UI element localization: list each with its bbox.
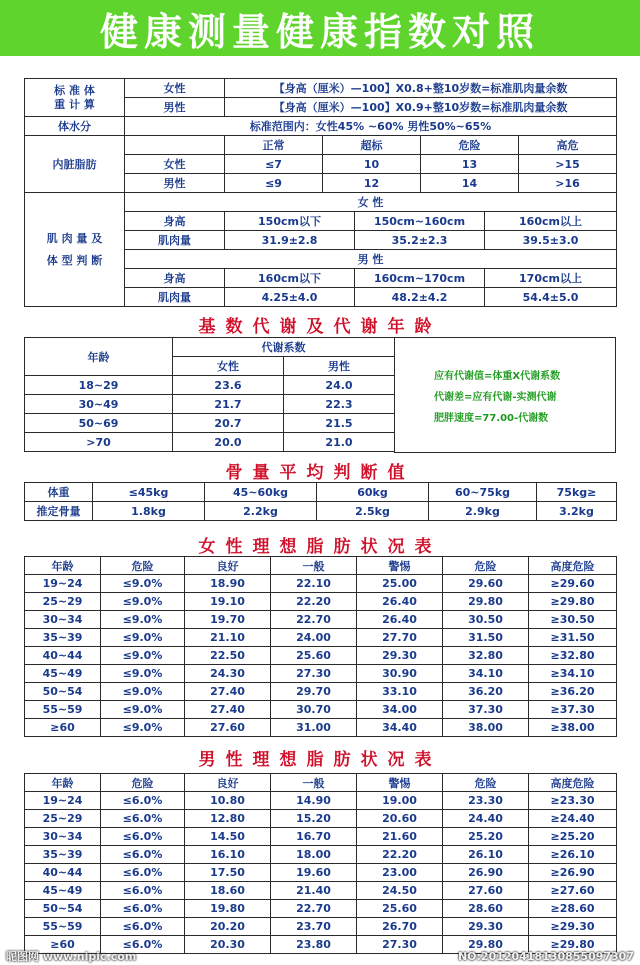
fat-cell-good: 16.10 — [185, 846, 271, 864]
fat-cell-normal: 30.70 — [271, 701, 357, 719]
fat-cell-normal: 22.10 — [271, 575, 357, 593]
fat-cell-danger-low: ≤9.0% — [101, 611, 185, 629]
visceral-female-normal: ≤7 — [225, 155, 323, 174]
fat-cell-danger: 30.50 — [443, 611, 529, 629]
muscle-female-height-label: 身高 — [125, 212, 225, 231]
muscle-male-value-2: 48.2±4.2 — [355, 288, 485, 307]
fat-cell-danger: 24.40 — [443, 810, 529, 828]
fat-cell-good: 21.10 — [185, 629, 271, 647]
table-row — [25, 647, 617, 665]
fat-cell-danger-low: ≤9.0% — [101, 701, 185, 719]
fat-cell-high-danger: ≥28.60 — [529, 900, 617, 918]
metabolism-age: 18~29 — [25, 376, 173, 395]
table-row — [25, 864, 617, 882]
bone-weight-1: ≤45kg — [93, 483, 205, 502]
fat-cell-age: ≥60 — [25, 936, 101, 954]
muscle-female-value-3: 39.5±3.0 — [485, 231, 617, 250]
muscle-male-value-3: 54.4±5.0 — [485, 288, 617, 307]
bone-value-5: 3.2kg — [537, 502, 617, 521]
fat-cell-high-danger: ≥30.50 — [529, 611, 617, 629]
muscle-female-muscle-label: 肌肉量 — [125, 231, 225, 250]
visceral-male-label: 男性 — [125, 174, 225, 193]
fat-cell-alert: 34.40 — [357, 719, 443, 737]
metabolism-male: 24.0 — [284, 376, 395, 395]
metabolism-age: 30~49 — [25, 395, 173, 414]
fat-cell-high-danger: ≥32.80 — [529, 647, 617, 665]
metabolism-male: 22.3 — [284, 395, 395, 414]
visceral-female-over: 10 — [323, 155, 421, 174]
title-banner — [0, 0, 640, 56]
fat-cell-age: 40~44 — [25, 864, 101, 882]
fat-cell-danger-low: ≤9.0% — [101, 593, 185, 611]
metabolism-age: 50~69 — [25, 414, 173, 433]
fat-cell-danger: 38.00 — [443, 719, 529, 737]
fat-cell-alert: 27.70 — [357, 629, 443, 647]
fat-cell-good: 24.30 — [185, 665, 271, 683]
fat-cell-normal: 24.00 — [271, 629, 357, 647]
visceral-header-danger: 危险 — [421, 136, 519, 155]
table-row — [25, 665, 617, 683]
fat-cell-high-danger: ≥34.10 — [529, 665, 617, 683]
visceral-header-blank — [125, 136, 225, 155]
metabolism-formulas — [394, 337, 616, 453]
bone-weight-4: 60~75kg — [429, 483, 537, 502]
fat-cell-danger: 27.60 — [443, 882, 529, 900]
visceral-male-over: 12 — [323, 174, 421, 193]
fat-cell-normal: 27.30 — [271, 665, 357, 683]
bone-weight-2: 45~60kg — [205, 483, 317, 502]
fat-cell-high-danger: ≥37.30 — [529, 701, 617, 719]
standard-metrics-table — [24, 78, 617, 193]
fat-cell-danger-low: ≤9.0% — [101, 683, 185, 701]
bone-title: 骨量平均判断值 — [225, 463, 415, 483]
fat-cell-age: 30~34 — [25, 611, 101, 629]
fat-header-danger-low: 危险 — [101, 774, 185, 792]
fat-cell-danger-low: ≤9.0% — [101, 719, 185, 737]
fat-cell-alert: 33.10 — [357, 683, 443, 701]
fat-cell-high-danger: ≥23.30 — [529, 792, 617, 810]
fat-cell-danger-low: ≤6.0% — [101, 792, 185, 810]
fat-cell-normal: 18.00 — [271, 846, 357, 864]
fat-cell-age: 30~34 — [25, 828, 101, 846]
table-row — [25, 918, 617, 936]
metabolism-row — [25, 395, 395, 414]
fat-cell-normal: 25.60 — [271, 647, 357, 665]
fat-header-danger: 危险 — [443, 557, 529, 575]
male-fat-title: 男性理想脂肪状况表 — [198, 750, 442, 770]
formula-3: 肥胖速度=77.00-代谢数 — [434, 412, 549, 424]
fat-cell-alert: 19.00 — [357, 792, 443, 810]
metabolism-female: 21.7 — [173, 395, 284, 414]
fat-cell-good: 19.10 — [185, 593, 271, 611]
fat-cell-age: 35~39 — [25, 846, 101, 864]
visceral-header-over: 超标 — [323, 136, 421, 155]
fat-cell-normal: 29.70 — [271, 683, 357, 701]
fat-cell-danger: 32.80 — [443, 647, 529, 665]
fat-header-age: 年龄 — [25, 774, 101, 792]
metabolism-row — [25, 433, 395, 452]
fat-cell-age: 55~59 — [25, 918, 101, 936]
std-female-formula: 【身高（厘米）—100】X0.8+整10岁数=标准肌肉量余数 — [225, 79, 617, 98]
muscle-section-label: 肌 肉 量 及 体 型 判 断 — [25, 193, 125, 307]
fat-cell-normal: 22.20 — [271, 593, 357, 611]
watermark — [0, 947, 640, 965]
bone-weight-5: 75kg≥ — [537, 483, 617, 502]
fat-cell-high-danger: ≥26.90 — [529, 864, 617, 882]
fat-cell-age: 25~29 — [25, 810, 101, 828]
fat-header-good: 良好 — [185, 774, 271, 792]
bone-value-1: 1.8kg — [93, 502, 205, 521]
fat-header-alert: 警惕 — [357, 774, 443, 792]
fat-cell-alert: 30.90 — [357, 665, 443, 683]
fat-cell-alert: 34.00 — [357, 701, 443, 719]
bone-value-row — [25, 502, 617, 521]
fat-cell-high-danger: ≥24.40 — [529, 810, 617, 828]
fat-header-normal: 一般 — [271, 774, 357, 792]
fat-header-high-danger: 高度危险 — [529, 557, 617, 575]
fat-header-good: 良好 — [185, 557, 271, 575]
fat-cell-good: 27.40 — [185, 701, 271, 719]
bone-value-2: 2.2kg — [205, 502, 317, 521]
fat-cell-alert: 27.30 — [357, 936, 443, 954]
fat-cell-good: 20.30 — [185, 936, 271, 954]
table-row — [25, 846, 617, 864]
fat-cell-good: 18.90 — [185, 575, 271, 593]
fat-cell-normal: 22.70 — [271, 611, 357, 629]
muscle-female-height-1: 150cm以下 — [225, 212, 355, 231]
fat-cell-alert: 26.40 — [357, 593, 443, 611]
watermark-site: 昵图网 www.nipic.com — [6, 950, 137, 963]
metabolism-male-label: 男性 — [284, 357, 395, 376]
fat-cell-good: 18.60 — [185, 882, 271, 900]
bone-table — [24, 482, 617, 521]
std-male-label: 男性 — [125, 98, 225, 117]
fat-cell-age: ≥60 — [25, 719, 101, 737]
fat-cell-good: 17.50 — [185, 864, 271, 882]
fat-cell-age: 55~59 — [25, 701, 101, 719]
muscle-female-title-row — [25, 193, 617, 212]
bone-value-4: 2.9kg — [429, 502, 537, 521]
fat-cell-danger-low: ≤6.0% — [101, 918, 185, 936]
fat-cell-good: 22.50 — [185, 647, 271, 665]
fat-cell-danger: 29.30 — [443, 918, 529, 936]
fat-cell-high-danger: ≥38.00 — [529, 719, 617, 737]
table-row — [25, 629, 617, 647]
muscle-male-height-3: 170cm以上 — [485, 269, 617, 288]
fat-cell-danger: 26.90 — [443, 864, 529, 882]
fat-cell-danger-low: ≤6.0% — [101, 828, 185, 846]
muscle-male-muscle-label: 肌肉量 — [125, 288, 225, 307]
fat-cell-normal: 15.20 — [271, 810, 357, 828]
table-row — [25, 593, 617, 611]
fat-cell-good: 27.40 — [185, 683, 271, 701]
table-row — [25, 611, 617, 629]
fat-cell-high-danger: ≥29.80 — [529, 936, 617, 954]
fat-cell-danger: 25.20 — [443, 828, 529, 846]
fat-cell-danger: 29.60 — [443, 575, 529, 593]
fat-header-danger: 危险 — [443, 774, 529, 792]
fat-cell-good: 27.60 — [185, 719, 271, 737]
fat-cell-alert: 29.30 — [357, 647, 443, 665]
visceral-male-danger: 14 — [421, 174, 519, 193]
fat-cell-danger-low: ≤6.0% — [101, 936, 185, 954]
fat-cell-high-danger: ≥27.60 — [529, 882, 617, 900]
muscle-female-height-3: 160cm以上 — [485, 212, 617, 231]
std-female-label: 女性 — [125, 79, 225, 98]
metabolism-female: 20.0 — [173, 433, 284, 452]
fat-header-row — [25, 774, 617, 792]
fat-cell-danger: 23.30 — [443, 792, 529, 810]
fat-cell-age: 45~49 — [25, 882, 101, 900]
fat-cell-normal: 16.70 — [271, 828, 357, 846]
fat-cell-danger-low: ≤6.0% — [101, 846, 185, 864]
fat-cell-age: 40~44 — [25, 647, 101, 665]
fat-cell-danger: 26.10 — [443, 846, 529, 864]
metabolism-female: 23.6 — [173, 376, 284, 395]
bone-weight-label: 体重 — [25, 483, 93, 502]
metabolism-age: >70 — [25, 433, 173, 452]
muscle-male-value-1: 4.25±4.0 — [225, 288, 355, 307]
fat-cell-age: 19~24 — [25, 792, 101, 810]
fat-cell-alert: 21.60 — [357, 828, 443, 846]
std-weight-label: 标 准 体 重 计 算 — [25, 79, 125, 117]
formula-2: 代谢差=应有代谢-实测代谢 — [434, 391, 557, 403]
muscle-table — [24, 192, 617, 307]
fat-cell-normal: 31.00 — [271, 719, 357, 737]
table-row — [25, 810, 617, 828]
muscle-female-value-1: 31.9±2.8 — [225, 231, 355, 250]
metabolism-row — [25, 376, 395, 395]
metabolism-age-label: 年龄 — [25, 338, 173, 376]
fat-header-normal: 一般 — [271, 557, 357, 575]
visceral-fat-label: 内脏脂肪 — [25, 136, 125, 193]
fat-cell-alert: 24.50 — [357, 882, 443, 900]
fat-header-alert: 警惕 — [357, 557, 443, 575]
fat-header-age: 年龄 — [25, 557, 101, 575]
fat-cell-danger: 37.30 — [443, 701, 529, 719]
fat-cell-normal: 19.60 — [271, 864, 357, 882]
metabolism-header-row — [25, 338, 395, 357]
fat-cell-age: 45~49 — [25, 665, 101, 683]
male-fat-table — [24, 773, 617, 954]
std-female-row — [25, 79, 617, 98]
fat-cell-good: 14.50 — [185, 828, 271, 846]
fat-cell-alert: 20.60 — [357, 810, 443, 828]
fat-cell-danger: 29.80 — [443, 593, 529, 611]
female-fat-title: 女性理想脂肪状况表 — [198, 537, 442, 557]
fat-cell-alert: 25.00 — [357, 575, 443, 593]
muscle-male-height-2: 160cm~170cm — [355, 269, 485, 288]
bone-value-label: 推定骨量 — [25, 502, 93, 521]
bone-value-3: 2.5kg — [317, 502, 429, 521]
table-row — [25, 719, 617, 737]
metabolism-coef-label: 代谢系数 — [173, 338, 395, 357]
fat-cell-danger: 29.80 — [443, 936, 529, 954]
fat-cell-good: 10.80 — [185, 792, 271, 810]
fat-cell-danger-low: ≤9.0% — [101, 647, 185, 665]
table-row — [25, 683, 617, 701]
fat-cell-danger-low: ≤9.0% — [101, 629, 185, 647]
fat-cell-high-danger: ≥29.60 — [529, 575, 617, 593]
fat-cell-danger-low: ≤6.0% — [101, 810, 185, 828]
visceral-male-high: >16 — [519, 174, 617, 193]
muscle-male-height-label: 身高 — [125, 269, 225, 288]
visceral-female-label: 女性 — [125, 155, 225, 174]
page-title: 健康测量健康指数对照 — [99, 8, 540, 54]
fat-cell-good: 19.80 — [185, 900, 271, 918]
fat-cell-age: 19~24 — [25, 575, 101, 593]
muscle-female-height-2: 150cm~160cm — [355, 212, 485, 231]
fat-cell-high-danger: ≥36.20 — [529, 683, 617, 701]
metabolism-male: 21.5 — [284, 414, 395, 433]
muscle-male-height-1: 160cm以下 — [225, 269, 355, 288]
std-male-formula: 【身高（厘米）—100】X0.9+整10岁数=标准肌肉量余数 — [225, 98, 617, 117]
fat-cell-danger-low: ≤9.0% — [101, 665, 185, 683]
visceral-male-normal: ≤9 — [225, 174, 323, 193]
fat-cell-danger-low: ≤9.0% — [101, 575, 185, 593]
fat-cell-normal: 23.70 — [271, 918, 357, 936]
fat-cell-high-danger: ≥29.80 — [529, 593, 617, 611]
fat-cell-age: 50~54 — [25, 900, 101, 918]
visceral-header-row — [25, 136, 617, 155]
table-row — [25, 701, 617, 719]
fat-cell-high-danger: ≥31.50 — [529, 629, 617, 647]
fat-header-danger-low: 危险 — [101, 557, 185, 575]
female-fat-table — [24, 556, 617, 737]
fat-header-row — [25, 557, 617, 575]
fat-cell-danger: 31.50 — [443, 629, 529, 647]
fat-cell-danger: 28.60 — [443, 900, 529, 918]
metabolism-male: 21.0 — [284, 433, 395, 452]
fat-cell-good: 12.80 — [185, 810, 271, 828]
metabolism-row — [25, 414, 395, 433]
fat-cell-good: 19.70 — [185, 611, 271, 629]
water-label: 体水分 — [25, 117, 125, 136]
fat-cell-danger-low: ≤6.0% — [101, 900, 185, 918]
visceral-female-danger: 13 — [421, 155, 519, 174]
formula-1: 应有代谢值=体重X代谢系数 — [434, 370, 561, 382]
fat-cell-age: 35~39 — [25, 629, 101, 647]
fat-cell-alert: 22.20 — [357, 846, 443, 864]
fat-cell-age: 25~29 — [25, 593, 101, 611]
table-row — [25, 792, 617, 810]
fat-cell-alert: 26.70 — [357, 918, 443, 936]
muscle-female-value-2: 35.2±2.3 — [355, 231, 485, 250]
watermark-id: NO:20120418130855097307 — [457, 949, 634, 963]
fat-cell-alert: 26.40 — [357, 611, 443, 629]
muscle-male-title: 男 性 — [125, 250, 617, 269]
fat-cell-alert: 23.00 — [357, 864, 443, 882]
fat-cell-normal: 22.70 — [271, 900, 357, 918]
fat-cell-high-danger: ≥29.30 — [529, 918, 617, 936]
fat-cell-high-danger: ≥25.20 — [529, 828, 617, 846]
table-row — [25, 882, 617, 900]
bone-weight-row — [25, 483, 617, 502]
fat-cell-high-danger: ≥26.10 — [529, 846, 617, 864]
water-text: 标准范围内：女性45% ~60% 男性50%~65% — [125, 117, 617, 136]
fat-cell-danger-low: ≤6.0% — [101, 864, 185, 882]
fat-cell-good: 20.20 — [185, 918, 271, 936]
fat-cell-danger: 34.10 — [443, 665, 529, 683]
fat-cell-normal: 23.80 — [271, 936, 357, 954]
fat-cell-alert: 25.60 — [357, 900, 443, 918]
table-row — [25, 900, 617, 918]
fat-cell-age: 50~54 — [25, 683, 101, 701]
water-row — [25, 117, 617, 136]
bone-weight-3: 60kg — [317, 483, 429, 502]
table-row — [25, 828, 617, 846]
metabolism-female: 20.7 — [173, 414, 284, 433]
fat-cell-normal: 21.40 — [271, 882, 357, 900]
metabolism-female-label: 女性 — [173, 357, 284, 376]
visceral-header-high: 高危 — [519, 136, 617, 155]
fat-cell-normal: 14.90 — [271, 792, 357, 810]
visceral-female-high: >15 — [519, 155, 617, 174]
fat-cell-danger-low: ≤6.0% — [101, 882, 185, 900]
fat-cell-danger: 36.20 — [443, 683, 529, 701]
visceral-header-normal: 正常 — [225, 136, 323, 155]
fat-header-high-danger: 高度危险 — [529, 774, 617, 792]
muscle-female-title: 女 性 — [125, 193, 617, 212]
metabolism-table — [24, 337, 395, 452]
table-row — [25, 575, 617, 593]
metabolism-title: 基数代谢及代谢年龄 — [198, 317, 442, 337]
